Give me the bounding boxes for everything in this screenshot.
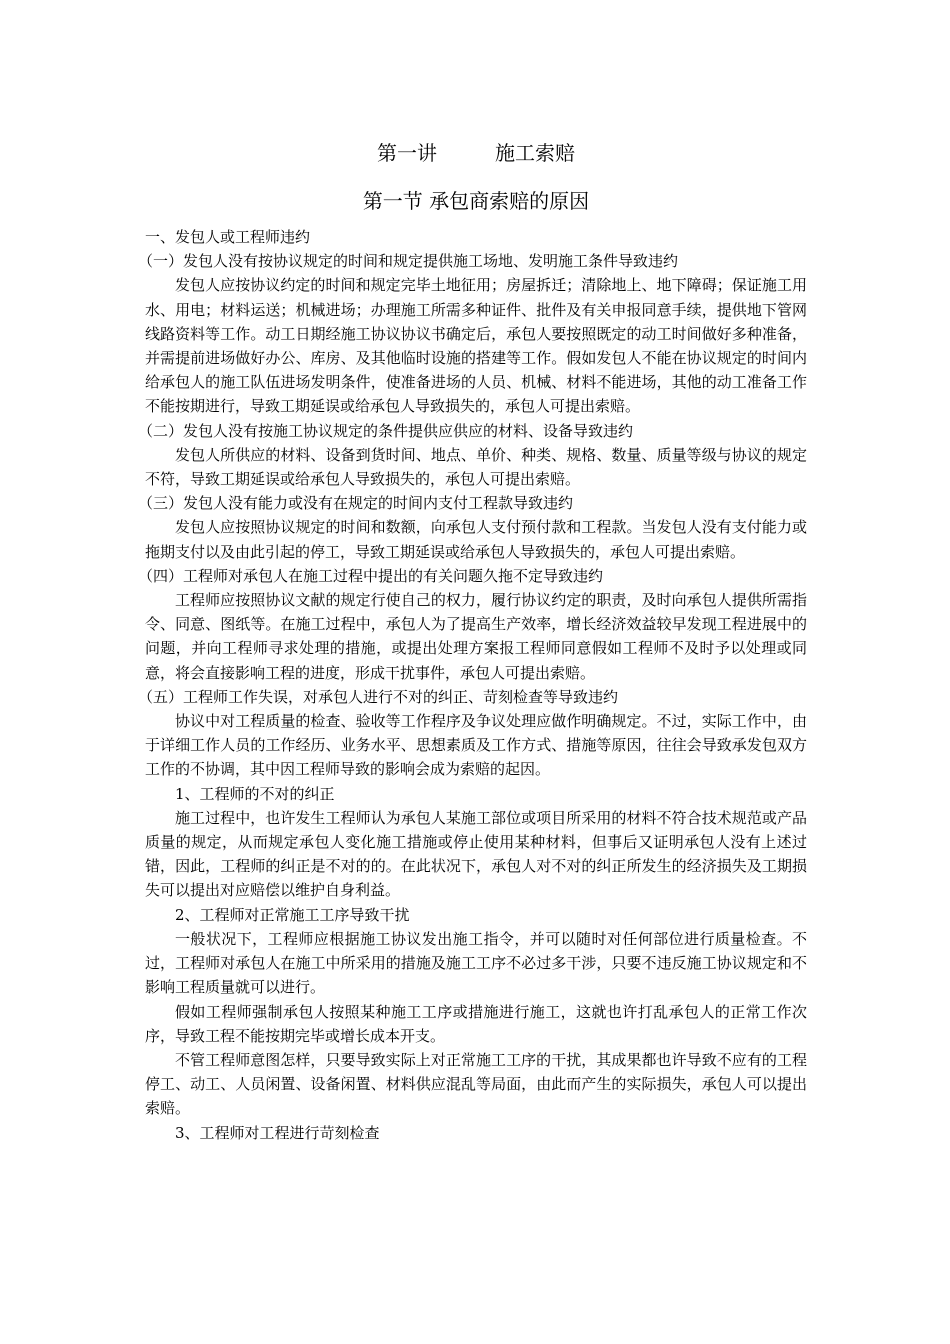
heading-level-2: （五）工程师工作失误，对承包人进行不对的纠正、苛刻检查等导致违约 [138, 687, 619, 706]
subheading: 2、工程师对正常施工工序导致干扰 [175, 905, 410, 924]
paragraph: 一般状况下，工程师应根据施工协议发出施工指令，并可以随时对任何部位进行质量检查。不过，工程师对承包人在施工中所采用的措施及施工工序不必过多干涉，只要不违反施工协议规定和不影响工程质量就可以进行。 [145, 929, 807, 997]
paragraph: 不管工程师意图怎样，只要导致实际上对正常施工工序的干扰，其成果都也许导致不应有的工程停工、动工、人员闲置、设备闲置、材料供应混乱等局面，由此而产生的实际损失，承包人可以提出索赔。 [145, 1050, 807, 1118]
heading-level-2: （二）发包人没有按施工协议规定的条件提供应供应的材料、设备导致违约 [138, 421, 634, 440]
lecture-title-right: 施工索赔 [495, 141, 575, 165]
heading-level-1: 一、发包人或工程师违约 [145, 228, 311, 246]
paragraph: 假如工程师强制承包人按照某种施工工序或措施进行施工，这就也许打乱承包人的正常工作次序，导致工程不能按期完毕或增长成本开支。 [145, 1002, 807, 1045]
subheading: 3、工程师对工程进行苛刻检查 [175, 1123, 380, 1142]
subheading: 1、工程师的不对的纠正 [175, 784, 335, 803]
lecture-title [145, 139, 807, 167]
paragraph: 发包人应按协议约定的时间和规定完毕土地征用；房屋拆迁；清除地上、地下障碍；保证施工用水、用电；材料运送；机械进场；办理施工所需多种证件、批件及有关申报同意手续，提供地下管网线路资料等工作。动工日期经施工协议协议书确定后，承包人要按照既定的动工时间做好多种准备，并需提前进场做好办公、库房、及其他临时设施的搭建等工作。假如发包人不能在协议规定的时间内给承包人的施工队伍进场发明条件，使准备进场的人员、机械、材料不能进场，其他的动工准备工作不能按期进行，导致工期延误或给承包人导致损失的，承包人可提出索赔。 [145, 276, 807, 416]
paragraph: 发包人应按照协议规定的时间和数额，向承包人支付预付款和工程款。当发包人没有支付能力或拖期支付以及由此引起的停工，导致工期延误或给承包人导致损失的，承包人可提出索赔。 [145, 518, 807, 561]
paragraph: 发包人所供应的材料、设备到货时间、地点、单价、种类、规格、数量、质量等级与协议的规定不符，导致工期延误或给承包人导致损失的，承包人可提出索赔。 [145, 445, 807, 489]
heading-level-2: （三）发包人没有能力或没有在规定的时间内支付工程款导致违约 [138, 494, 574, 513]
heading-level-2: （一）发包人没有按协议规定的时间和规定提供施工场地、发明施工条件导致违约 [138, 252, 679, 271]
heading-level-2: （四）工程师对承包人在施工过程中提出的有关问题久拖不定导致违约 [138, 566, 604, 585]
lecture-title-left: 第一讲 [377, 141, 437, 165]
section-title: 第一节 承包商索赔的原因 [362, 189, 590, 213]
document-body [138, 225, 807, 1145]
paragraph: 施工过程中，也许发生工程师认为承包人某施工部位或项目所采用的材料不符合技术规范或产品质量的规定，从而规定承包人变化施工措施或停止使用某种材料，但事后又证明承包人没有上述过错，因此，工程师的纠正是不对的的。在此状况下，承包人对不对的纠正所发生的经济损失及工期损失可以提出对应赔偿以维护自身利益。 [145, 808, 807, 900]
paragraph: 协议中对工程质量的检查、验收等工作程序及争议处理应做作明确规定。不过，实际工作中，由于详细工作人员的工作经历、业务水平、思想素质及工作方式、措施等原因，往往会导致承发包双方工作的不协调，其中因工程师导致的影响会成为索赔的起因。 [145, 712, 807, 779]
paragraph: 工程师应按照协议文献的规定行使自己的权力，履行协议约定的职责，及时向承包人提供所需指令、同意、图纸等。在施工过程中，承包人为了提高生产效率，增长经济效益较早发现工程进展中的问题，并向工程师寻求处理的措施，或提出处理方案报工程师同意假如工程师不及时予以处理或同意，将会直接影响工程的进度，形成干扰事件，承包人可提出索赔。 [145, 591, 807, 682]
